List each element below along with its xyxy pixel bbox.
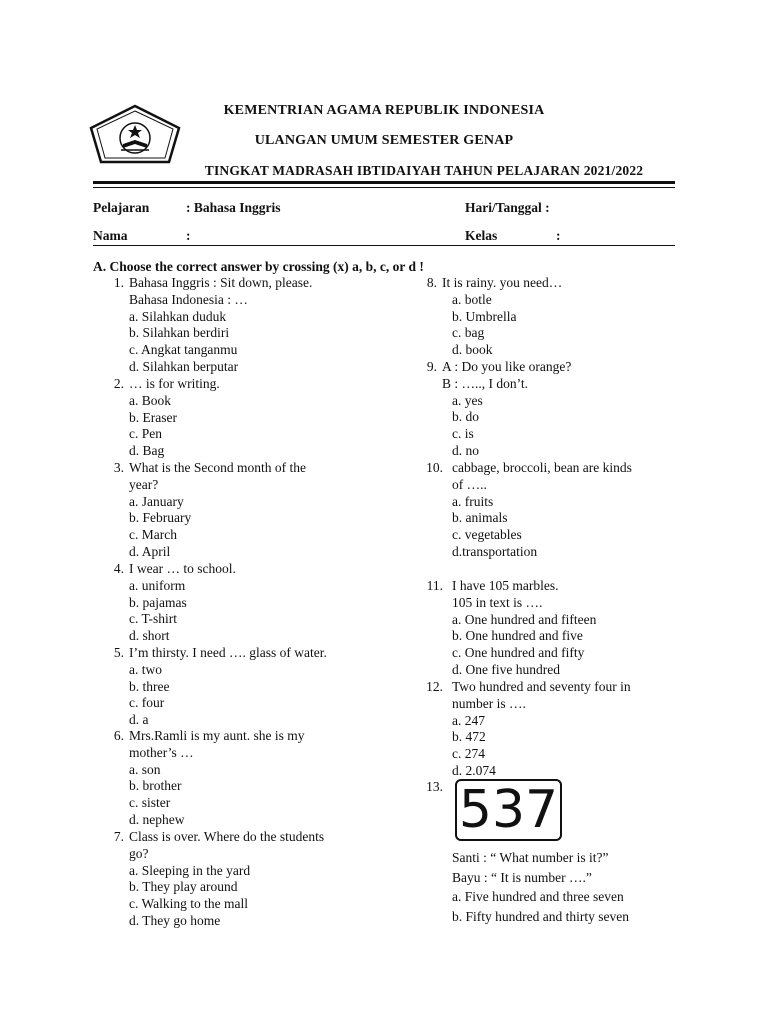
answer-option: d. One five hundred: [452, 661, 560, 677]
answer-option: a. yes: [452, 392, 483, 408]
answer-option: d. nephew: [129, 811, 185, 827]
question-1: [113, 275, 313, 376]
answer-option: b. do: [452, 409, 479, 425]
answer-option: c. bag: [452, 325, 485, 341]
answer-option: a. January: [129, 493, 184, 509]
question-7: [113, 829, 325, 930]
question-10: [426, 460, 632, 561]
answer-option: a. 247: [452, 712, 485, 728]
question-number: 9.: [426, 359, 437, 374]
answer-option: b. One hundred and five: [452, 628, 583, 644]
question-text: Bayu : “ It is number ….”: [452, 869, 592, 885]
number-image-box: 537: [455, 779, 562, 841]
answer-option: c. Angkat tanganmu: [129, 342, 238, 358]
kelas-label: Kelas: [465, 228, 498, 243]
answer-option: a. two: [129, 661, 162, 677]
answer-option: b. February: [129, 510, 192, 526]
answer-option: c. One hundred and fifty: [452, 645, 585, 661]
question-text: cabbage, broccoli, bean are kinds: [452, 460, 632, 475]
answer-option: c. vegetables: [452, 527, 522, 543]
pelajaran-value: : Bahasa Inggris: [186, 200, 281, 215]
answer-option: a. uniform: [129, 577, 186, 593]
question-text: number is ….: [452, 695, 526, 711]
answer-option: d. Silahkan berputar: [129, 358, 239, 374]
answer-option: d. They go home: [129, 912, 221, 928]
question-text: Class is over. Where do the students: [129, 829, 325, 844]
question-number: 8.: [426, 275, 437, 290]
answer-option: c. March: [129, 527, 177, 543]
question-3: [113, 460, 306, 561]
answer-option: d. April: [129, 543, 171, 559]
answer-option: c. is: [452, 426, 474, 442]
answer-option: a. Sleeping in the yard: [129, 862, 251, 878]
kelas-value: :: [556, 228, 561, 243]
question-number: 5.: [113, 645, 124, 660]
question-number: 7.: [113, 829, 124, 844]
answer-option: b. three: [129, 678, 170, 694]
answer-option: c. 274: [452, 746, 485, 762]
question-13: [452, 848, 629, 926]
question-number: 3.: [113, 460, 124, 475]
question-text: It is rainy. you need…: [442, 275, 563, 290]
answer-option: a. One hundred and fifteen: [452, 611, 597, 627]
question-text: I wear … to school.: [129, 561, 236, 576]
header-rule-thin: [93, 187, 675, 188]
question-text: I’m thirsty. I need …. glass of water.: [129, 645, 327, 660]
answer-option: c. Walking to the mall: [129, 896, 249, 912]
question-text: Mrs.Ramli is my aunt. she is my: [129, 728, 305, 743]
header-exam-title: ULANGAN UMUM SEMESTER GENAP: [254, 133, 514, 148]
answer-option: d. a: [129, 712, 149, 728]
question-number: 12.: [426, 679, 443, 694]
nama-label: Nama: [93, 228, 128, 243]
answer-option: b. animals: [452, 510, 508, 526]
question-text: 105 in text is ….: [452, 594, 543, 610]
answer-option: b. Eraser: [129, 409, 177, 425]
answer-option: a. botle: [452, 291, 492, 307]
question-text: B : ….., I don’t.: [442, 375, 529, 391]
question-text: Santi : “ What number is it?”: [452, 850, 609, 865]
question-5: [113, 645, 327, 729]
question-text: mother’s …: [129, 744, 194, 760]
answer-option: a. Five hundred and three seven: [452, 889, 624, 904]
nama-value: :: [186, 228, 191, 243]
question-9: [426, 359, 572, 460]
question-11: [426, 578, 597, 679]
question-2: [113, 376, 220, 460]
header-rule-thick: [93, 181, 675, 184]
section-a-instruction: A. Choose the correct answer by crossing (x) a, b, c, or d !: [93, 259, 424, 274]
header-ministry: KEMENTRIAN AGAMA REPUBLIK INDONESIA: [223, 103, 545, 118]
answer-option: c. four: [129, 695, 165, 711]
question-6: [113, 728, 305, 829]
question-12: [426, 679, 631, 780]
answer-option: b. pajamas: [129, 594, 187, 610]
question-number: 13.: [426, 779, 443, 794]
answer-option: d. no: [452, 442, 479, 458]
answer-option: d. book: [452, 342, 493, 358]
answer-option: d. short: [129, 628, 170, 644]
question-text: Two hundred and seventy four in: [452, 679, 631, 694]
question-text: A : Do you like orange?: [442, 359, 572, 374]
question-4: [113, 561, 236, 645]
question-number: 6.: [113, 728, 124, 743]
answer-option: c. Pen: [129, 426, 162, 442]
question-number: 4.: [113, 561, 124, 576]
answer-option: a. son: [129, 761, 161, 777]
hari-tanggal-label: Hari/Tanggal :: [465, 200, 550, 215]
question-text: go?: [129, 845, 149, 861]
pelajaran-label: Pelajaran: [93, 200, 150, 215]
header-level-year: TINGKAT MADRASAH IBTIDAIYAH TAHUN PELAJARAN 2021/2022: [204, 163, 644, 178]
answer-option: a. fruits: [452, 493, 494, 509]
answer-option: d.transportation: [452, 543, 538, 559]
answer-option: b. Fifty hundred and thirty seven: [452, 908, 629, 924]
question-text: What is the Second month of the: [129, 460, 306, 475]
question-number: 11.: [426, 578, 443, 593]
question-text: I have 105 marbles.: [452, 578, 559, 593]
question-number: 10.: [426, 460, 443, 475]
info-divider: [93, 245, 675, 246]
question-text: Bahasa Indonesia : …: [129, 291, 248, 307]
question-text: … is for writing.: [129, 376, 220, 391]
answer-option: b. 472: [452, 729, 486, 745]
answer-option: b. Umbrella: [452, 308, 517, 324]
answer-option: a. Silahkan duduk: [129, 308, 227, 324]
answer-option: c. T-shirt: [129, 611, 178, 627]
answer-option: d. 2.074: [452, 762, 496, 778]
question-8: [426, 275, 563, 359]
answer-option: b. Silahkan berdiri: [129, 325, 230, 341]
answer-option: b. brother: [129, 778, 182, 794]
question-text: of …..: [452, 476, 487, 492]
answer-option: d. Bag: [129, 443, 165, 459]
question-text: year?: [129, 476, 159, 492]
answer-option: c. sister: [129, 795, 171, 811]
question-number: 1.: [113, 275, 124, 290]
answer-option: b. They play around: [129, 879, 238, 895]
question-number: 2.: [113, 376, 124, 391]
answer-option: a. Book: [129, 392, 171, 408]
question-text: Bahasa Inggris : Sit down, please.: [129, 275, 313, 290]
